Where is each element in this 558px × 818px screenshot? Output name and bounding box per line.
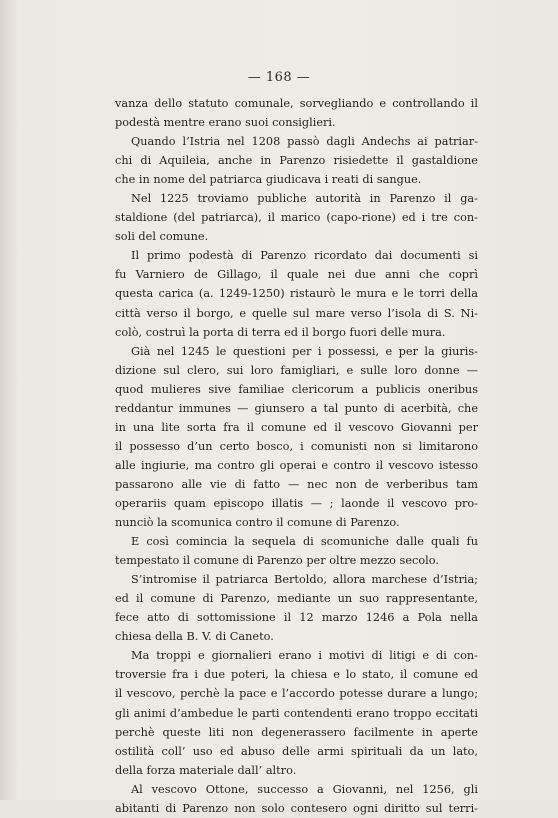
text-line: gli animi d’ambedue le parti contendenti erano troppo eccitati: [115, 706, 478, 720]
text-line: alle ingiurie, ma contro gli operai e contro il vescovo istesso: [115, 458, 478, 472]
text-line: Già nel 1245 le questioni per i possessi, e per la giuris-: [131, 344, 478, 358]
text-line: il vescovo, perchè la pace e l’accordo potesse durare a lungo;: [115, 687, 478, 701]
text-line: dizione sul clero, sui loro famigliari, e sulle loro donne —: [115, 363, 478, 377]
text-line: chiesa della B. V. di Caneto.: [115, 630, 274, 644]
text-line: Al vescovo Ottone, successo a Giovanni, nel 1256, gli: [131, 782, 478, 796]
text-line: fu Varniero de Gillago, il quale nei due anni che coprì: [115, 268, 478, 282]
text-line: operariis quam episcopo illatis — ; laonde il vescovo pro-: [115, 496, 478, 510]
text-line: quod mulieres sive familiae clericorum a publicis oneribus: [115, 382, 478, 396]
text-line: nunciò la scomunica contro il comune di Parenzo.: [115, 516, 400, 530]
text-line: ostilità coll’ uso ed abuso delle armi spirituali da un lato,: [115, 744, 478, 758]
text-line: vanza dello statuto comunale, sorvegliando e controllando il: [115, 97, 478, 110]
page-number: — 168 —: [247, 70, 311, 85]
text-line: staldione (del patriarca), il marico (capo-rione) ed i tre con-: [115, 211, 478, 225]
text-line: perchè queste liti non degenerassero facilmente in aperte: [115, 725, 478, 739]
text-line: reddantur immunes — giunsero a tal punto di acerbità, che: [115, 401, 478, 415]
text-line: Ma troppi e giornalieri erano i motivi di litigi e di con-: [131, 649, 478, 663]
text-line: soli del comune.: [115, 230, 209, 244]
body-text: [115, 94, 478, 818]
text-line: Nel 1225 troviamo publiche autorità in Parenzo il ga-: [131, 192, 478, 206]
text-line: colò, costruì la porta di terra ed il borgo fuori delle mura.: [115, 325, 446, 339]
text-line: podestà mentre erano suoi consiglieri.: [115, 116, 336, 130]
text-line: questa carica (a. 1249-1250) ristaurò le mura e le torri della: [115, 287, 478, 301]
text-line: fece atto di sottomissione il 12 marzo 1246 a Pola nella: [115, 611, 478, 625]
text-line: E così comincia la sequela di scomuniche dalle quali fu: [131, 535, 478, 549]
text-line: città verso il borgo, e quelle sul mare verso l’isola di S. Ni-: [115, 306, 478, 320]
text-line: della forza materiale dall’ altro.: [115, 763, 297, 777]
text-line: che in nome del patriarca giudicava i reati di sangue.: [115, 173, 422, 187]
text-line: passarono alle vie di fatto — nec non de verberibus tam: [115, 477, 478, 491]
text-line: abitanti di Parenzo non solo contesero ogni diritto sul terri-: [115, 801, 478, 815]
text-line: S’intromise il patriarca Bertoldo, allora marchese d’Istria;: [131, 573, 478, 587]
text-line: tempestato il comune di Parenzo per oltre mezzo secolo.: [115, 554, 439, 568]
text-line: ed il comune di Parenzo, mediante un suo rappresentante,: [115, 592, 478, 606]
text-line: troversie fra i due poteri, la chiesa e lo stato, il comune ed: [115, 668, 478, 682]
text-line: Quando l’Istria nel 1208 passò dagli Andechs ai patriar-: [131, 135, 478, 149]
text-line: in una lite sorta fra il comune ed il vescovo Giovanni per: [115, 420, 478, 434]
text-line: chi di Aquileia, anche in Parenzo risiedette il gastaldione: [115, 154, 478, 168]
text-line: Il primo podestà di Parenzo ricordato dai documenti si: [131, 249, 478, 263]
text-line: il possesso d’un certo bosco, i comunisti non si limitarono: [115, 439, 478, 453]
